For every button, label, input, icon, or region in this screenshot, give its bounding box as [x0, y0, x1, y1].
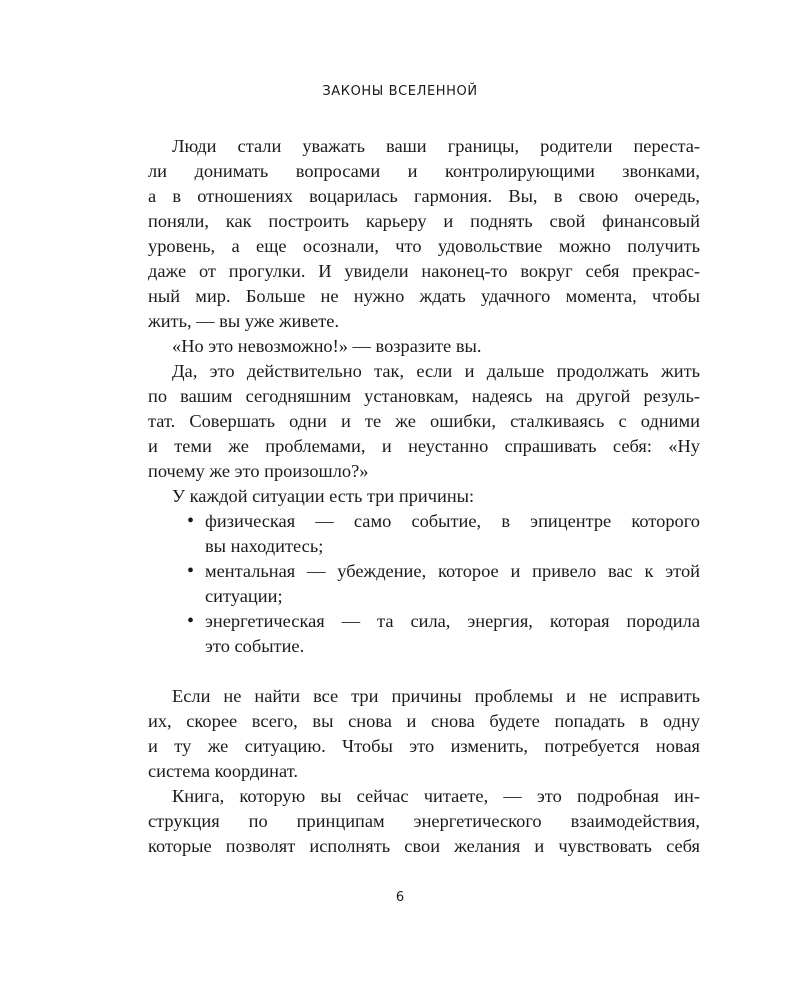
- text-line: • ментальная — убеждение, которое и привело вас к этой: [148, 559, 700, 584]
- list-item: [148, 509, 700, 559]
- text-line: система координат.: [148, 761, 298, 781]
- list-item: [148, 559, 700, 609]
- text-line: это событие.: [205, 636, 305, 656]
- text-line: ситуации;: [205, 586, 283, 606]
- text-line: струкция по принципам энергетического взаимодействия,: [148, 811, 700, 831]
- bullet-list: [148, 509, 700, 659]
- paragraph: [148, 334, 700, 359]
- text-line: а в отношениях воцарилась гармония. Вы, в свою очередь,: [148, 186, 700, 206]
- text-line: ли донимать вопросами и контролирующими звонками,: [148, 161, 700, 181]
- paragraph: [148, 134, 700, 334]
- text-line: Люди стали уважать ваши границы, родители переста-: [172, 136, 700, 156]
- text-line: тат. Совершать одни и те же ошибки, сталкиваясь с одними: [148, 411, 700, 431]
- text-line: • физическая — само событие, в эпицентре которого: [148, 509, 700, 534]
- page-number: 6: [395, 890, 405, 905]
- text-line: Да, это действительно так, если и дальше продолжать жить: [172, 361, 700, 381]
- body-text: [148, 134, 700, 859]
- text-line: вы находитесь;: [205, 536, 324, 556]
- text-line: и теми же проблемами, и неустанно спрашивать себя: «Ну: [148, 436, 700, 456]
- text-line: даже от прогулки. И увидели наконец-то вокруг себя прекрас-: [148, 261, 700, 281]
- text-line: уровень, а еще осознали, что удовольствие можно получить: [148, 236, 700, 256]
- section-break: [148, 659, 700, 684]
- text-line: и ту же ситуацию. Чтобы это изменить, потребуется новая: [148, 736, 700, 756]
- text-line: У каждой ситуации есть три причины:: [172, 486, 475, 506]
- running-head: ЗАКОНЫ ВСЕЛЕННОЙ: [322, 84, 478, 99]
- paragraph: [148, 359, 700, 484]
- text-line: «Но это невозможно!» — возразите вы.: [172, 336, 482, 356]
- text-line: которые позволят исполнять свои желания и чувствовать себя: [148, 836, 700, 856]
- list-item: [148, 609, 700, 659]
- paragraph: [148, 784, 700, 859]
- text-line: поняли, как построить карьеру и поднять свой финансовый: [148, 211, 700, 231]
- text-line: их, скорее всего, вы снова и снова будете попадать в одну: [148, 711, 700, 731]
- text-line: ный мир. Больше не нужно ждать удачного момента, чтобы: [148, 286, 700, 306]
- text-line: почему же это произошло?»: [148, 461, 369, 481]
- text-line: • энергетическая — та сила, энергия, которая породила: [148, 609, 700, 634]
- text-line: Если не найти все три причины проблемы и не исправить: [172, 686, 700, 706]
- text-line: Книга, которую вы сейчас читаете, — это подробная ин-: [172, 786, 700, 806]
- text-line: по вашим сегодняшним установкам, надеясь на другой резуль-: [148, 386, 700, 406]
- text-line: жить, — вы уже живете.: [148, 311, 340, 331]
- paragraph: [148, 484, 700, 509]
- paragraph: [148, 684, 700, 784]
